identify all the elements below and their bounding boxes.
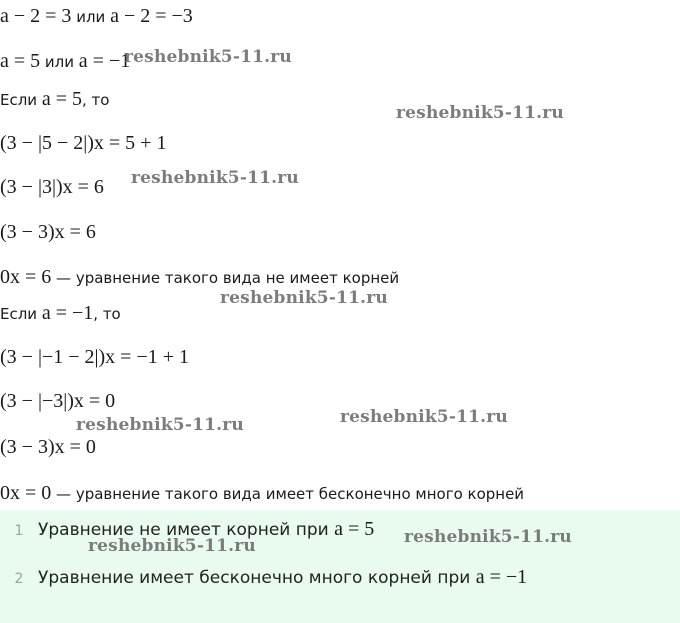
solution-line-5: (3 − |3|)x = 6 <box>0 176 104 198</box>
conclusion-text: — уравнение такого вида имеет бесконечно много корней <box>51 485 525 503</box>
equation: a = 5 <box>41 88 82 110</box>
answer-text: Уравнение не имеет корней при <box>38 520 335 540</box>
watermark: reshebnik5-11.ru <box>396 103 564 123</box>
condition-text: Если <box>0 91 42 109</box>
solution-line-8 <box>0 302 121 325</box>
condition-text: , то <box>82 91 110 109</box>
solution-line-11: (3 − 3)x = 0 <box>0 436 96 458</box>
solution-line-9: (3 − |−1 − 2|)x = −1 + 1 <box>0 346 190 368</box>
watermark: reshebnik5-11.ru <box>404 527 572 547</box>
solution-line-10: (3 − |−3|)x = 0 <box>0 390 116 412</box>
solution-line-3 <box>0 88 109 111</box>
answer-number: 1 <box>14 523 24 539</box>
connector-text: или <box>40 53 79 71</box>
watermark: reshebnik5-11.ru <box>220 288 388 308</box>
solution-line-7 <box>0 266 399 289</box>
condition-text: Если <box>0 305 42 323</box>
watermark: reshebnik5-11.ru <box>340 407 508 427</box>
conclusion-text: — уравнение такого вида не имеет корней <box>51 269 400 287</box>
answer-number: 2 <box>14 571 24 587</box>
watermark: reshebnik5-11.ru <box>131 168 299 188</box>
watermark: reshebnik5-11.ru <box>88 536 256 556</box>
condition-text: , то <box>93 305 121 323</box>
equation: a = 5 <box>0 50 41 72</box>
answer-equation: a = −1 <box>475 566 528 588</box>
watermark: reshebnik5-11.ru <box>76 415 244 435</box>
equation: a − 2 = −3 <box>110 5 193 27</box>
solution-line-2 <box>0 50 130 73</box>
equation: a − 2 = 3 <box>0 5 72 27</box>
connector-text: или <box>71 8 111 26</box>
answer-item <box>0 566 527 589</box>
equation: a = −1 <box>78 50 131 72</box>
solution-line-4: (3 − |5 − 2|)x = 5 + 1 <box>0 132 167 154</box>
watermark: reshebnik5-11.ru <box>124 47 292 67</box>
solution-line-12 <box>0 482 524 505</box>
solution-line-1 <box>0 5 193 28</box>
equation: a = −1 <box>41 302 94 324</box>
equation: 0x = 0 <box>0 482 52 504</box>
equation: 0x = 6 <box>0 266 52 288</box>
solution-line-6: (3 − 3)x = 6 <box>0 221 96 243</box>
answer-equation: a = 5 <box>334 518 375 540</box>
answers-panel <box>0 510 680 623</box>
answer-text: Уравнение имеет бесконечно много корней при <box>38 568 476 588</box>
